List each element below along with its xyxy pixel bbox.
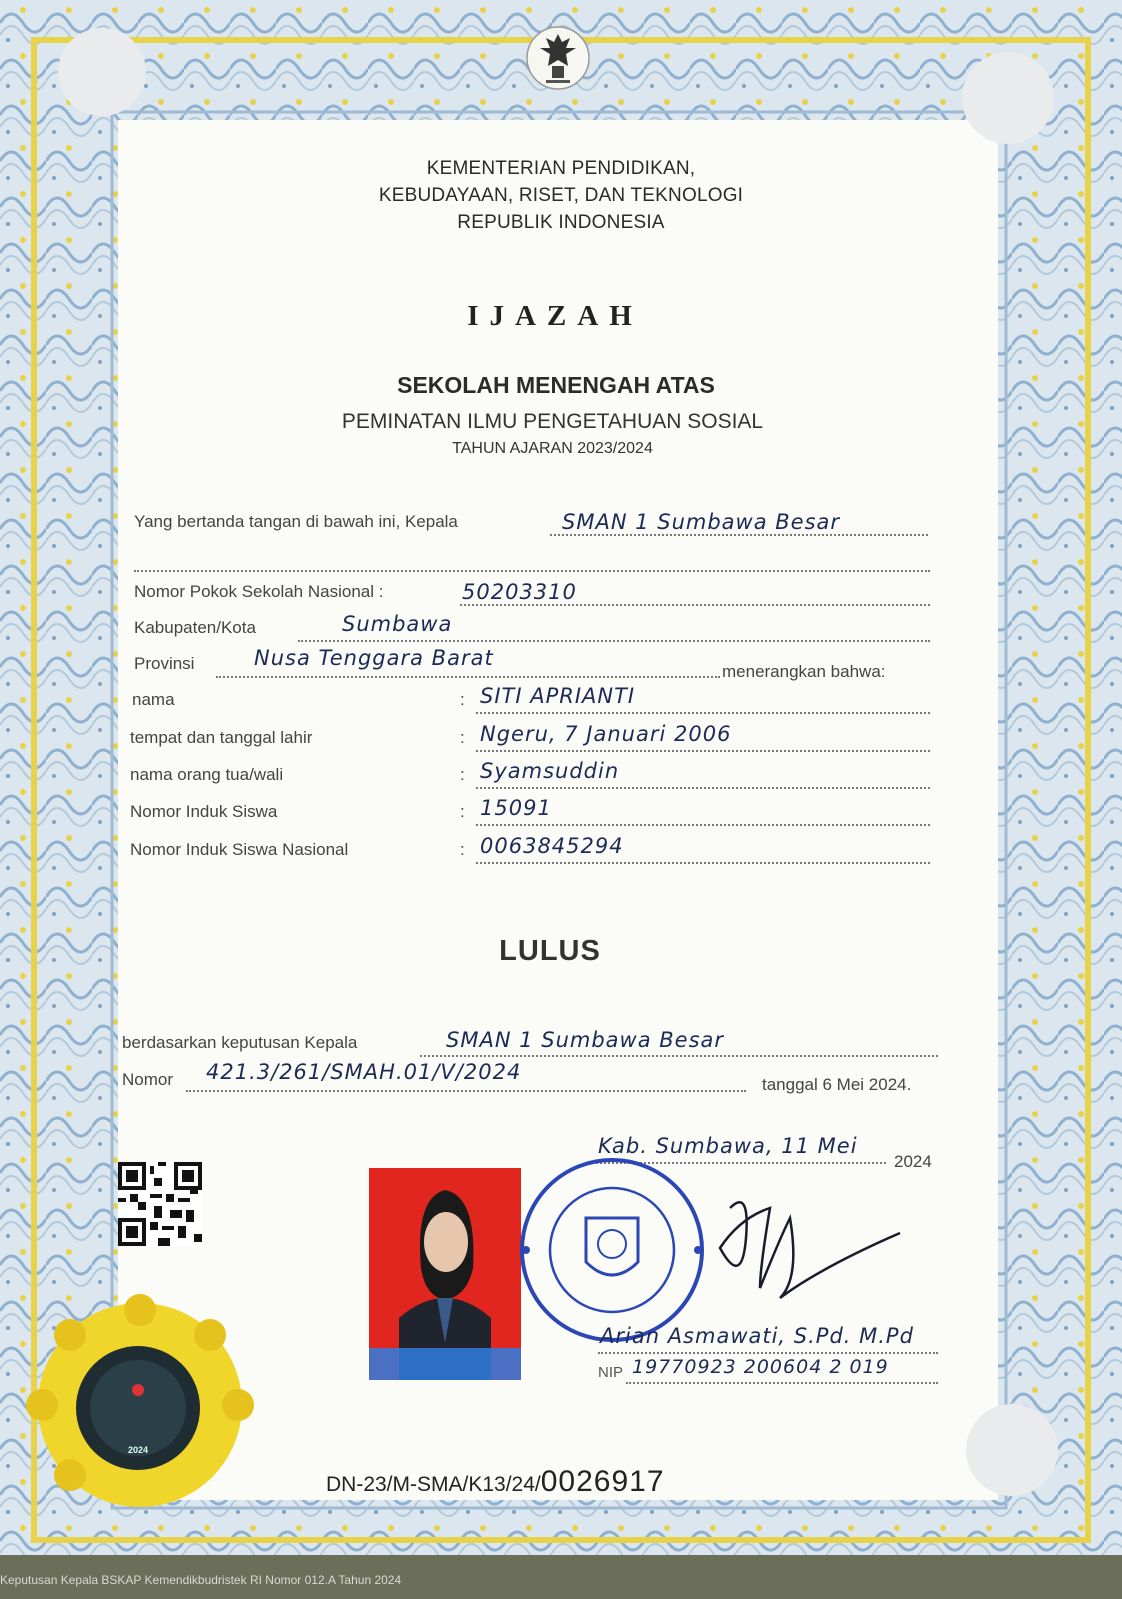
serial-value: 0026917 [540,1465,665,1498]
ministry-line-3: REPUBLIK INDONESIA [457,212,665,233]
states-label: menerangkan bahwa: [722,662,886,681]
fill-line [476,712,930,714]
npsn-label: Nomor Pokok Sekolah Nasional : [134,582,384,601]
nip-label: NIP [598,1364,624,1381]
academic-year: TAHUN AJARAN 2023/2024 [452,440,653,457]
npsn-handwritten: 50203310 [462,580,577,604]
school-name-handwritten: SMAN 1 Sumbawa Besar [562,510,841,534]
province-label: Provinsi [134,654,195,673]
fill-line [476,862,930,864]
colon: : [460,840,465,859]
colon: : [460,802,465,821]
nip-value: 19770923 200604 2 019 [632,1356,889,1378]
fill-line [476,787,930,789]
fill-line [626,1382,938,1384]
hologram-seal-icon [10,1280,260,1510]
school-stamp-icon [514,1150,709,1350]
parent-value: Syamsuddin [480,759,620,783]
decision-label: berdasarkan keputusan Kepala [122,1033,358,1052]
birth-value: Ngeru, 7 Januari 2006 [480,722,732,746]
corner-medallion-top-right [962,52,1054,144]
decision-school-handwritten: SMAN 1 Sumbawa Besar [446,1028,725,1052]
province-handwritten: Nusa Tenggara Barat [254,646,494,670]
nisn-value: 0063845294 [480,834,624,858]
decision-date: tanggal 6 Mei 2024. [762,1075,912,1094]
serial-number [326,1465,665,1499]
ministry-line-2: KEBUDAYAAN, RISET, DAN TEKNOLOGI [378,185,744,206]
decision-number-handwritten: 421.3/261/SMAH.01/V/2024 [206,1060,522,1084]
nis-label: Nomor Induk Siswa [130,802,278,821]
corner-medallion-bottom-right [966,1404,1058,1496]
birth-label: tempat dan tanggal lahir [130,728,313,747]
student-name-label: nama [132,690,175,709]
program-name: PEMINATAN ILMU PENGETAHUAN SOSIAL [341,410,764,433]
colon: : [460,690,465,709]
school-type: SEKOLAH MENENGAH ATAS [397,372,715,398]
fill-line [186,1090,746,1092]
corner-medallion-top-left [58,28,146,116]
result-status: LULUS [499,935,601,967]
city-label: Kabupaten/Kota [134,618,256,637]
footer-note: Keputusan Kepala BSKAP Kemendikbudristek RI Nomor 012.A Tahun 2024 [0,1573,402,1587]
fill-line [476,824,930,826]
fill-line [476,750,930,752]
colon: : [460,765,465,784]
place-date-handwritten: Kab. Sumbawa, 11 Mei [598,1134,858,1158]
ministry-line-1: KEMENTERIAN PENDIDIKAN, [426,158,696,179]
fill-line [216,676,720,678]
signer-name: Arian Asmawati, S.Pd. M.Pd [600,1324,914,1348]
nisn-label: Nomor Induk Siswa Nasional [130,840,349,859]
fill-line [420,1055,938,1057]
parent-label: nama orang tua/wali [130,765,284,784]
qr-code-icon [118,1162,202,1246]
fill-line [550,534,928,536]
ministry-heading [0,155,1122,236]
document-title: IJAZAH [467,300,643,332]
serial-prefix: DN-23/M-SMA/K13/24/ [326,1473,541,1496]
decision-number-label: Nomor [122,1070,174,1089]
principal-signature [700,1178,910,1328]
nis-value: 15091 [480,796,552,820]
hologram-year: 2024 [127,1445,149,1455]
city-handwritten: Sumbawa [342,612,453,636]
fill-line [298,640,930,642]
signature-year: 2024 [894,1152,932,1171]
colon: : [460,728,465,747]
student-photo [369,1168,521,1380]
fill-line [134,570,930,572]
garuda-emblem-icon [526,22,590,94]
fill-line [460,604,930,606]
intro-label: Yang bertanda tangan di bawah ini, Kepala [134,512,458,531]
fill-line [598,1352,938,1354]
student-name-value: SITI APRIANTI [480,684,636,708]
